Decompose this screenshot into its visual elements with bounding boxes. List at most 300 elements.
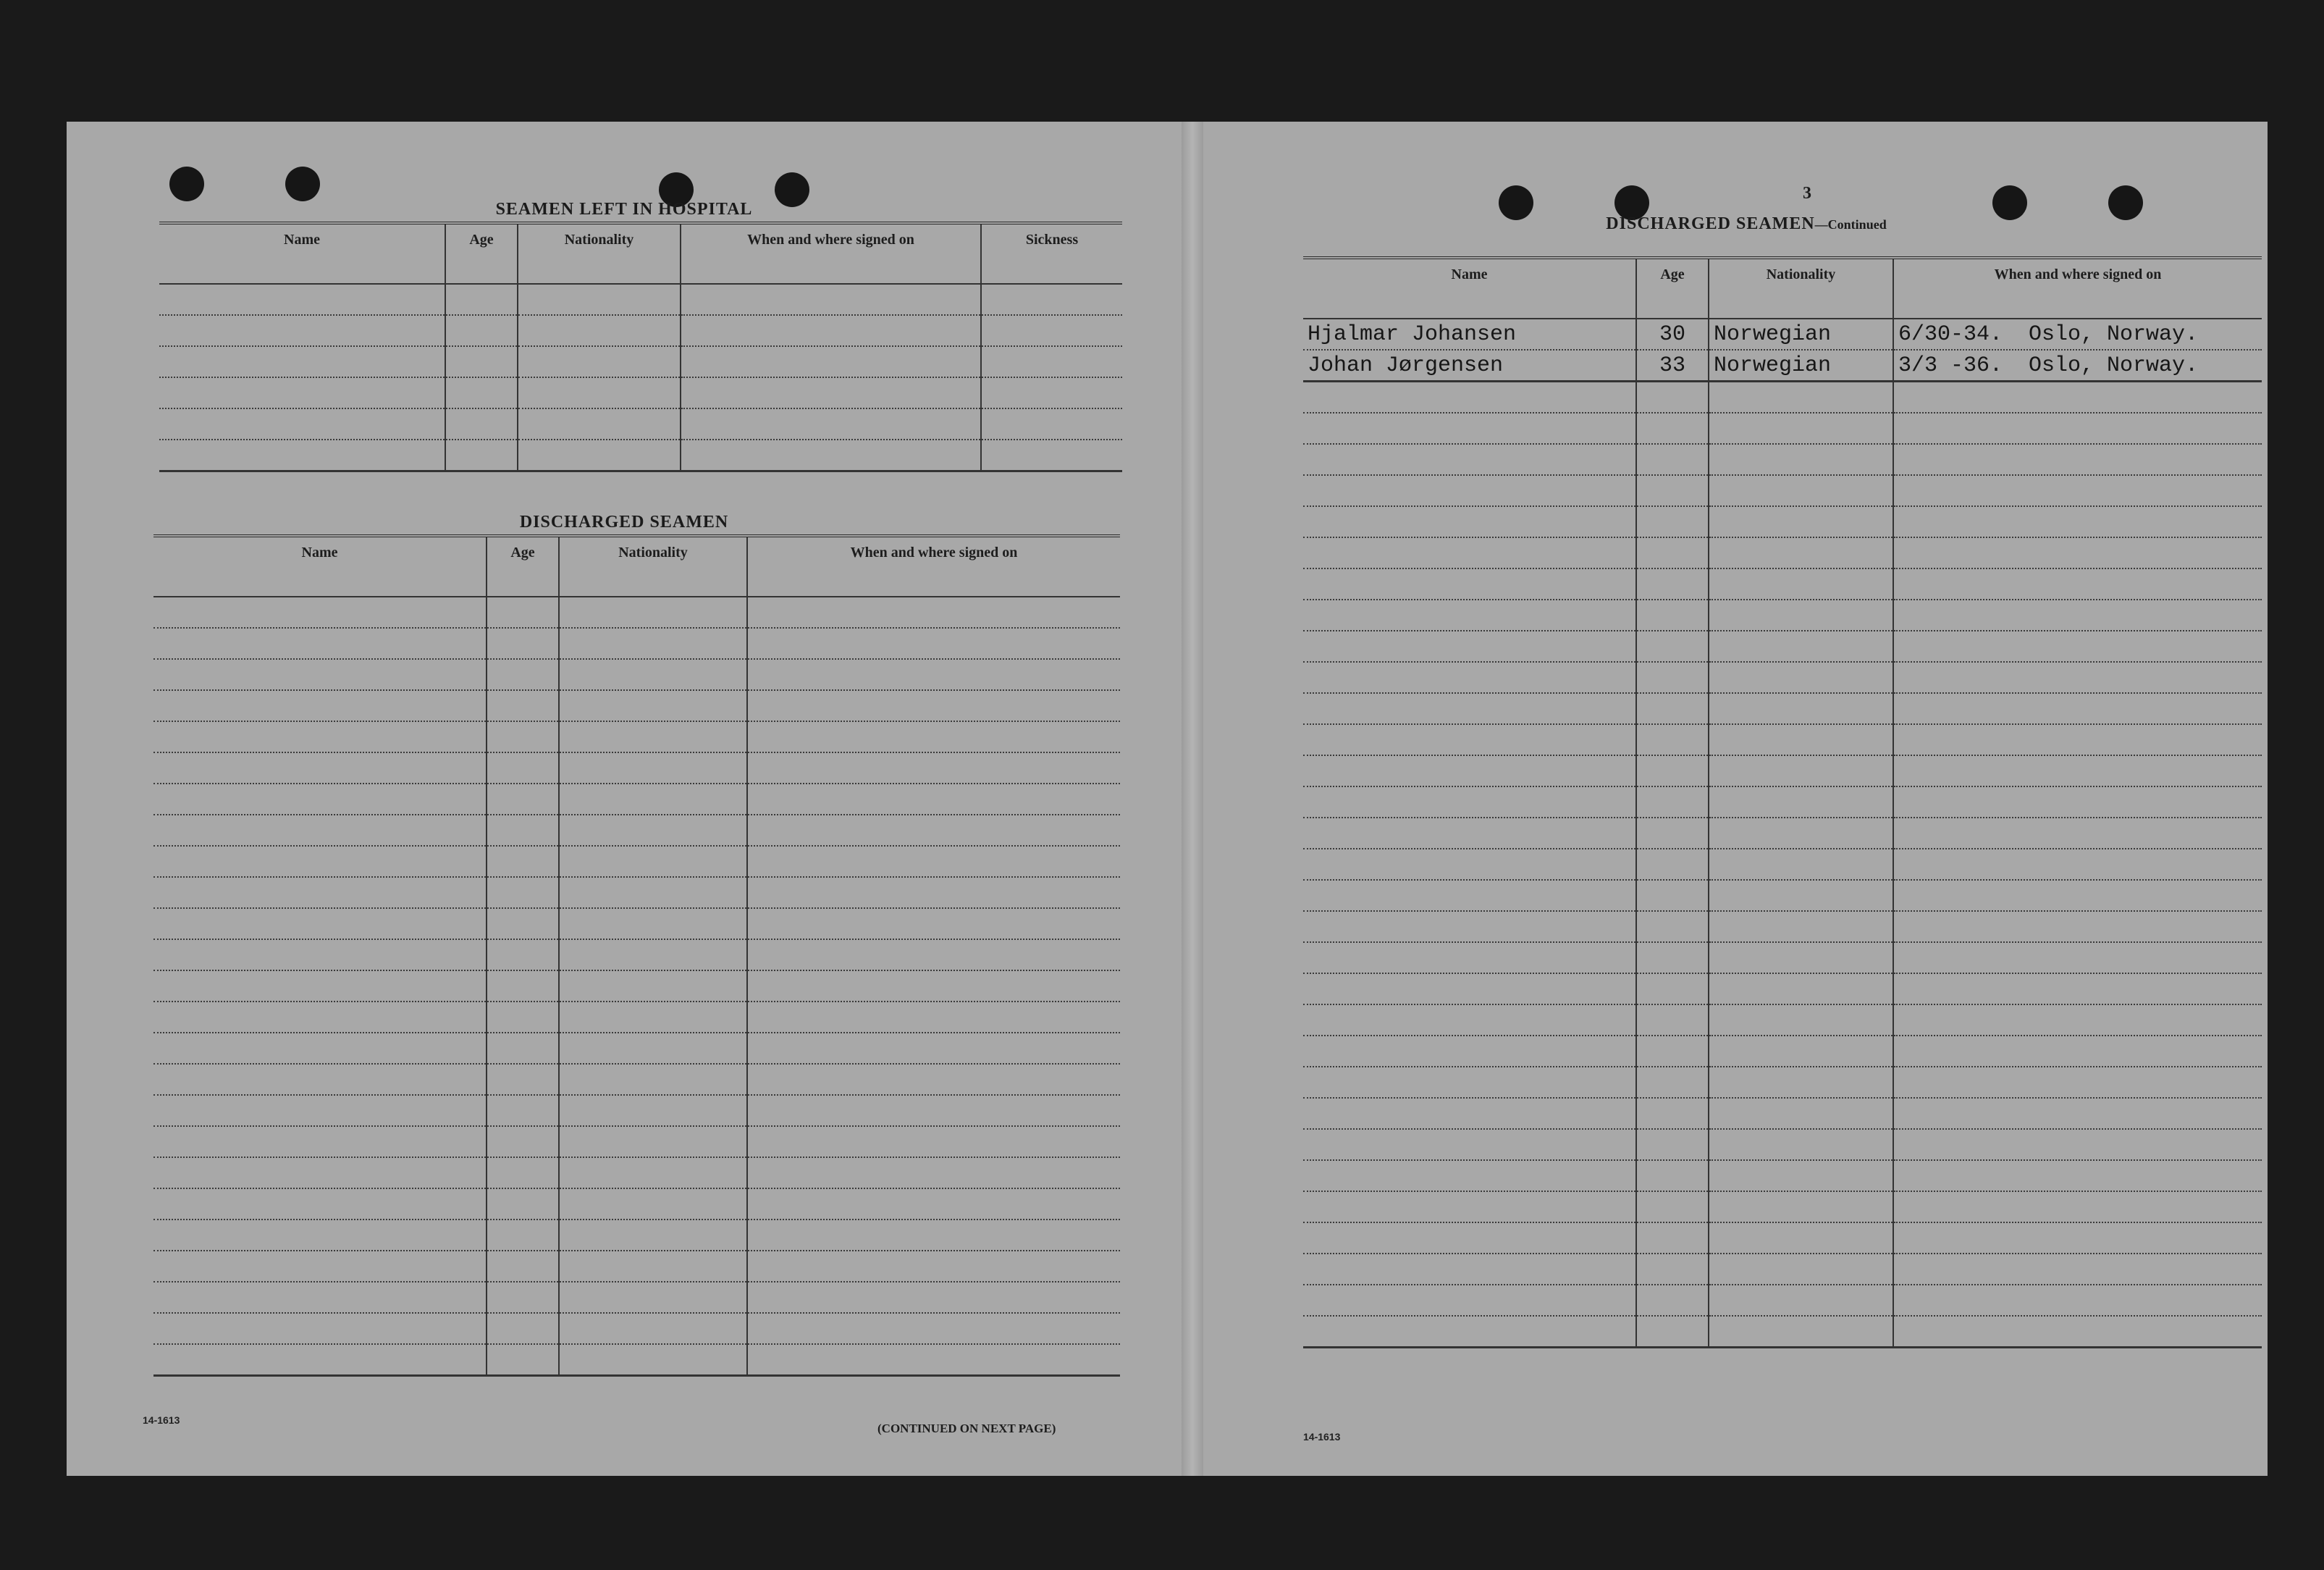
- blank-cell: [153, 721, 487, 752]
- blank-cell: [153, 1064, 487, 1095]
- table-row: [153, 1313, 1120, 1344]
- table-row: [153, 752, 1120, 784]
- blank-cell: [153, 659, 487, 690]
- seaman-signed-on: 3/3 -36. Oslo, Norway.: [1893, 350, 2262, 382]
- blank-cell: [1893, 1285, 2262, 1316]
- discharged-table: [153, 534, 1120, 1377]
- blank-cell: [747, 1220, 1120, 1251]
- blank-cell: [1893, 1160, 2262, 1191]
- blank-cell: [445, 377, 518, 408]
- blank-cell: [153, 784, 487, 815]
- blank-cell: [1893, 537, 2262, 568]
- blank-cell: [1893, 786, 2262, 818]
- blank-cell: [1636, 818, 1709, 849]
- table-row: [153, 1188, 1120, 1220]
- table-row: [1303, 631, 2262, 662]
- column-header: When and where signed on: [1893, 258, 2262, 319]
- table-row: [1303, 693, 2262, 724]
- blank-cell: [1709, 755, 1893, 786]
- blank-cell: [1636, 942, 1709, 973]
- blank-cell: [153, 815, 487, 846]
- blank-cell: [1893, 755, 2262, 786]
- table-row: [153, 659, 1120, 690]
- table-row: [153, 908, 1120, 939]
- blank-cell: [1893, 1129, 2262, 1160]
- seaman-age: 33: [1636, 350, 1709, 382]
- blank-cell: [487, 784, 559, 815]
- blank-cell: [518, 284, 681, 315]
- blank-cell: [559, 1188, 747, 1220]
- blank-cell: [1893, 1004, 2262, 1036]
- blank-cell: [1636, 444, 1709, 475]
- blank-cell: [487, 1188, 559, 1220]
- blank-cell: [1636, 1004, 1709, 1036]
- blank-cell: [1636, 1191, 1709, 1222]
- blank-cell: [1709, 506, 1893, 537]
- table-row: [1303, 475, 2262, 506]
- table-row: [1303, 506, 2262, 537]
- column-header: Age: [445, 223, 518, 284]
- punch-hole: [1499, 185, 1533, 220]
- blank-cell: [1893, 600, 2262, 631]
- table-row: [1303, 1254, 2262, 1285]
- blank-cell: [1709, 1004, 1893, 1036]
- blank-cell: [981, 440, 1122, 471]
- blank-cell: [518, 377, 681, 408]
- blank-cell: [559, 939, 747, 970]
- table-row: [1303, 444, 2262, 475]
- blank-cell: [1893, 506, 2262, 537]
- blank-cell: [1893, 818, 2262, 849]
- blank-cell: [518, 408, 681, 440]
- blank-cell: [1303, 1129, 1636, 1160]
- blank-cell: [1709, 693, 1893, 724]
- blank-cell: [153, 752, 487, 784]
- form-number: 14-1613: [1303, 1431, 1341, 1443]
- blank-cell: [487, 1344, 559, 1376]
- blank-cell: [487, 1282, 559, 1313]
- blank-cell: [1303, 880, 1636, 911]
- blank-cell: [1303, 1222, 1636, 1254]
- table-row: [153, 1095, 1120, 1126]
- blank-cell: [153, 908, 487, 939]
- discharged-continued-table: [1303, 256, 2262, 1348]
- blank-cell: [1303, 1004, 1636, 1036]
- blank-cell: [1709, 880, 1893, 911]
- blank-cell: [1709, 973, 1893, 1004]
- blank-cell: [159, 408, 445, 440]
- blank-cell: [1636, 1285, 1709, 1316]
- blank-cell: [487, 877, 559, 908]
- blank-cell: [1303, 506, 1636, 537]
- blank-cell: [559, 659, 747, 690]
- blank-cell: [518, 440, 681, 471]
- table-row: [159, 440, 1122, 471]
- blank-cell: [747, 1095, 1120, 1126]
- title-text: DISCHARGED SEAMEN: [1606, 214, 1815, 233]
- table-header-row: [153, 536, 1120, 597]
- hospital-rows: [159, 284, 1122, 471]
- blank-cell: [159, 440, 445, 471]
- table-row: [153, 846, 1120, 877]
- blank-cell: [1893, 1222, 2262, 1254]
- blank-cell: [559, 1095, 747, 1126]
- blank-cell: [1636, 786, 1709, 818]
- blank-cell: [1303, 537, 1636, 568]
- blank-cell: [1893, 880, 2262, 911]
- blank-cell: [559, 1064, 747, 1095]
- table-row: [1303, 382, 2262, 414]
- hospital-table: [159, 222, 1122, 472]
- blank-cell: [1893, 444, 2262, 475]
- blank-cell: [747, 1282, 1120, 1313]
- blank-cell: [1303, 942, 1636, 973]
- blank-cell: [153, 1282, 487, 1313]
- blank-cell: [1893, 475, 2262, 506]
- continued-note: (CONTINUED ON NEXT PAGE): [877, 1422, 1056, 1435]
- blank-cell: [153, 1002, 487, 1033]
- table-row: [153, 1282, 1120, 1313]
- blank-cell: [1303, 1285, 1636, 1316]
- blank-cell: [1303, 568, 1636, 600]
- table-row: [159, 284, 1122, 315]
- blank-cell: [747, 1344, 1120, 1376]
- blank-cell: [1709, 911, 1893, 942]
- blank-cell: [1303, 755, 1636, 786]
- table-row: [153, 784, 1120, 815]
- table-row: [153, 1126, 1120, 1157]
- blank-cell: [445, 346, 518, 377]
- right-page: [1211, 122, 2268, 1476]
- blank-cell: [1709, 631, 1893, 662]
- blank-cell: [1709, 724, 1893, 755]
- blank-cell: [559, 597, 747, 628]
- blank-cell: [487, 1251, 559, 1282]
- table-row: [153, 1251, 1120, 1282]
- blank-cell: [1893, 662, 2262, 693]
- blank-cell: [153, 877, 487, 908]
- blank-cell: [1303, 1098, 1636, 1129]
- blank-cell: [1893, 1191, 2262, 1222]
- seaman-name: Hjalmar Johansen: [1303, 319, 1636, 350]
- table-row: [1303, 537, 2262, 568]
- blank-cell: [1636, 1254, 1709, 1285]
- blank-cell: [1303, 973, 1636, 1004]
- blank-cell: [1709, 382, 1893, 414]
- blank-cell: [1636, 724, 1709, 755]
- blank-cell: [1303, 786, 1636, 818]
- blank-cell: [487, 815, 559, 846]
- table-row: [1303, 600, 2262, 631]
- table-row: [1303, 413, 2262, 444]
- blank-cell: [1709, 600, 1893, 631]
- blank-cell: [1709, 413, 1893, 444]
- blank-cell: [747, 908, 1120, 939]
- seaman-nationality: Norwegian: [1709, 319, 1893, 350]
- table-row: [153, 1033, 1120, 1064]
- seaman-age: 30: [1636, 319, 1709, 350]
- table-row: [1303, 1036, 2262, 1067]
- blank-cell: [1709, 1191, 1893, 1222]
- blank-cell: [153, 1095, 487, 1126]
- blank-cell: [681, 440, 981, 471]
- blank-cell: [981, 408, 1122, 440]
- blank-cell: [1303, 1316, 1636, 1348]
- blank-cell: [559, 1344, 747, 1376]
- page-fold: [1182, 122, 1203, 1476]
- blank-cell: [1709, 662, 1893, 693]
- blank-cell: [487, 1064, 559, 1095]
- blank-cell: [1636, 662, 1709, 693]
- blank-cell: [153, 846, 487, 877]
- blank-cell: [487, 1126, 559, 1157]
- blank-cell: [747, 690, 1120, 721]
- discharged-rows: [153, 597, 1120, 1376]
- blank-cell: [1709, 942, 1893, 973]
- blank-cell: [1303, 818, 1636, 849]
- table-header-row: [1303, 258, 2262, 319]
- seaman-name: Johan Jørgensen: [1303, 350, 1636, 382]
- blank-cell: [159, 377, 445, 408]
- blank-cell: [1636, 537, 1709, 568]
- table-row: [153, 970, 1120, 1002]
- blank-cell: [559, 628, 747, 659]
- blank-cell: [1636, 880, 1709, 911]
- blank-cell: [747, 1188, 1120, 1220]
- blank-cell: [559, 1157, 747, 1188]
- blank-cell: [747, 939, 1120, 970]
- blank-cell: [747, 597, 1120, 628]
- blank-cell: [153, 690, 487, 721]
- punch-hole: [1992, 185, 2027, 220]
- column-header: Age: [1636, 258, 1709, 319]
- table-row: [1303, 911, 2262, 942]
- blank-cell: [1709, 475, 1893, 506]
- blank-cell: [153, 1313, 487, 1344]
- blank-cell: [487, 1313, 559, 1344]
- blank-cell: [1893, 693, 2262, 724]
- blank-cell: [153, 970, 487, 1002]
- blank-cell: [1893, 631, 2262, 662]
- blank-cell: [1709, 568, 1893, 600]
- column-header: Age: [487, 536, 559, 597]
- blank-cell: [1709, 537, 1893, 568]
- blank-cell: [559, 1251, 747, 1282]
- table-row: [1303, 973, 2262, 1004]
- blank-cell: [153, 1126, 487, 1157]
- blank-cell: [1303, 724, 1636, 755]
- blank-cell: [1636, 693, 1709, 724]
- discharged-section-title: DISCHARGED SEAMEN: [519, 513, 729, 532]
- table-row: [153, 1064, 1120, 1095]
- table-row: [153, 1344, 1120, 1376]
- blank-cell: [487, 597, 559, 628]
- blank-cell: [1893, 1036, 2262, 1067]
- table-row: [1303, 880, 2262, 911]
- blank-cell: [159, 284, 445, 315]
- page-number: 3: [1803, 184, 1811, 203]
- blank-cell: [1636, 973, 1709, 1004]
- blank-cell: [747, 752, 1120, 784]
- blank-cell: [559, 1282, 747, 1313]
- blank-cell: [747, 815, 1120, 846]
- blank-cell: [159, 346, 445, 377]
- blank-cell: [487, 690, 559, 721]
- blank-cell: [747, 628, 1120, 659]
- blank-cell: [559, 784, 747, 815]
- table-header-row: [159, 223, 1122, 284]
- blank-cell: [1893, 382, 2262, 414]
- blank-cell: [487, 659, 559, 690]
- blank-cell: [747, 1033, 1120, 1064]
- blank-cell: [981, 346, 1122, 377]
- blank-cell: [153, 597, 487, 628]
- blank-cell: [487, 1002, 559, 1033]
- blank-cell: [1636, 755, 1709, 786]
- blank-cell: [1303, 911, 1636, 942]
- blank-cell: [487, 721, 559, 752]
- table-row: [1303, 849, 2262, 880]
- blank-cell: [153, 1344, 487, 1376]
- table-row: [1303, 1222, 2262, 1254]
- table-row: [1303, 724, 2262, 755]
- blank-cell: [1893, 413, 2262, 444]
- blank-cell: [1636, 506, 1709, 537]
- blank-cell: [1636, 413, 1709, 444]
- punch-hole: [2108, 185, 2143, 220]
- blank-cell: [1636, 1160, 1709, 1191]
- table-row: [1303, 568, 2262, 600]
- blank-cell: [981, 377, 1122, 408]
- blank-cell: [559, 970, 747, 1002]
- blank-cell: [1709, 1160, 1893, 1191]
- table-row: [1303, 1316, 2262, 1348]
- blank-cell: [559, 877, 747, 908]
- blank-cell: [747, 1157, 1120, 1188]
- table-row: [1303, 1285, 2262, 1316]
- blank-cell: [747, 1002, 1120, 1033]
- blank-cell: [1893, 1316, 2262, 1348]
- blank-cell: [518, 346, 681, 377]
- blank-cell: [681, 315, 981, 346]
- table-row: [1303, 319, 2262, 350]
- blank-cell: [1709, 786, 1893, 818]
- blank-cell: [559, 908, 747, 939]
- blank-cell: [487, 908, 559, 939]
- blank-cell: [747, 1251, 1120, 1282]
- table-row: [1303, 1191, 2262, 1222]
- blank-cell: [747, 659, 1120, 690]
- column-header: Name: [1303, 258, 1636, 319]
- blank-cell: [153, 939, 487, 970]
- blank-cell: [487, 846, 559, 877]
- seaman-nationality: Norwegian: [1709, 350, 1893, 382]
- table-row: [1303, 786, 2262, 818]
- blank-cell: [747, 721, 1120, 752]
- blank-cell: [1709, 1316, 1893, 1348]
- table-row: [153, 628, 1120, 659]
- table-row: [1303, 818, 2262, 849]
- blank-cell: [1636, 1129, 1709, 1160]
- blank-cell: [1893, 1254, 2262, 1285]
- table-row: [153, 721, 1120, 752]
- blank-cell: [1893, 942, 2262, 973]
- blank-cell: [1636, 600, 1709, 631]
- blank-cell: [1303, 1160, 1636, 1191]
- blank-cell: [153, 1033, 487, 1064]
- blank-cell: [159, 315, 445, 346]
- blank-cell: [487, 1157, 559, 1188]
- blank-cell: [1636, 1067, 1709, 1098]
- hospital-section-title: SEAMEN LEFT IN HOSPITAL: [495, 200, 753, 219]
- punch-hole: [169, 167, 204, 201]
- blank-cell: [1636, 1222, 1709, 1254]
- blank-cell: [487, 1033, 559, 1064]
- blank-cell: [981, 315, 1122, 346]
- blank-cell: [1303, 849, 1636, 880]
- blank-cell: [559, 1313, 747, 1344]
- blank-cell: [1303, 600, 1636, 631]
- blank-cell: [981, 284, 1122, 315]
- blank-cell: [1636, 849, 1709, 880]
- blank-cell: [487, 970, 559, 1002]
- blank-cell: [1303, 382, 1636, 414]
- blank-cell: [1636, 1316, 1709, 1348]
- blank-cell: [747, 877, 1120, 908]
- blank-cell: [747, 784, 1120, 815]
- blank-cell: [1303, 444, 1636, 475]
- blank-cell: [1636, 568, 1709, 600]
- column-header: Nationality: [559, 536, 747, 597]
- blank-cell: [445, 440, 518, 471]
- seaman-signed-on: 6/30-34. Oslo, Norway.: [1893, 319, 2262, 350]
- blank-cell: [559, 846, 747, 877]
- blank-cell: [681, 408, 981, 440]
- blank-cell: [1893, 911, 2262, 942]
- column-header: Nationality: [1709, 258, 1893, 319]
- blank-cell: [747, 1126, 1120, 1157]
- blank-cell: [1636, 1098, 1709, 1129]
- blank-cell: [1893, 973, 2262, 1004]
- blank-cell: [1709, 1098, 1893, 1129]
- blank-cell: [1709, 818, 1893, 849]
- table-row: [153, 877, 1120, 908]
- table-row: [1303, 662, 2262, 693]
- table-row: [153, 597, 1120, 628]
- blank-cell: [681, 346, 981, 377]
- blank-cell: [559, 1126, 747, 1157]
- table-row: [1303, 1004, 2262, 1036]
- blank-cell: [559, 815, 747, 846]
- blank-cell: [681, 377, 981, 408]
- table-row: [153, 690, 1120, 721]
- blank-cell: [1709, 1129, 1893, 1160]
- blank-cell: [153, 1188, 487, 1220]
- blank-cell: [1709, 1285, 1893, 1316]
- blank-cell: [445, 315, 518, 346]
- blank-cell: [1893, 849, 2262, 880]
- blank-cell: [1709, 1036, 1893, 1067]
- column-header: Name: [153, 536, 487, 597]
- table-row: [159, 408, 1122, 440]
- blank-cell: [1303, 662, 1636, 693]
- blank-cell: [559, 1033, 747, 1064]
- blank-cell: [153, 1220, 487, 1251]
- blank-cell: [747, 1313, 1120, 1344]
- column-header: Name: [159, 223, 445, 284]
- table-row: [1303, 755, 2262, 786]
- blank-cell: [487, 752, 559, 784]
